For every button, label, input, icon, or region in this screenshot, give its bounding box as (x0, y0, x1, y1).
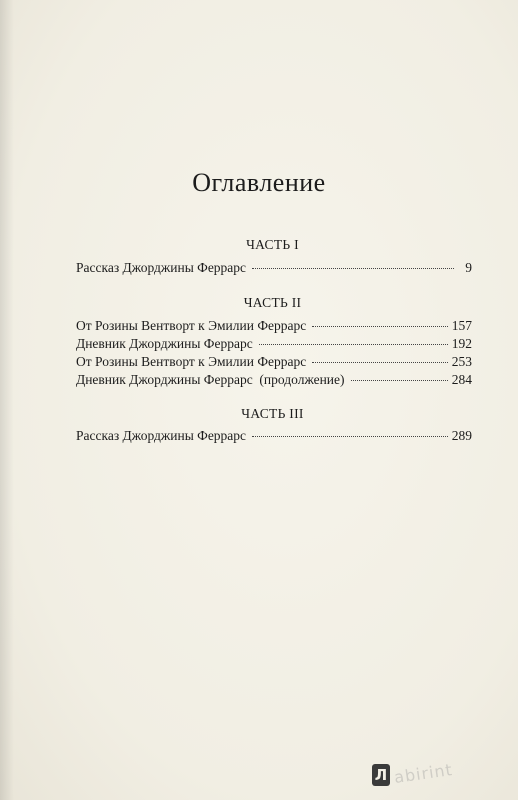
entry-page-number: 253 (451, 354, 472, 369)
dot-leader (351, 380, 448, 381)
toc-entry-part2-2 (76, 336, 472, 352)
part-3-heading: ЧАСТЬ III (241, 406, 304, 421)
entry-page-number: 289 (451, 428, 472, 443)
entry-label: Дневник Джорджины Феррарс (продолжение) (76, 372, 345, 387)
toc-title: Оглавление (192, 168, 326, 197)
dot-leader (312, 326, 448, 327)
entry-page-number: 157 (451, 318, 472, 333)
toc-entry-part1-1 (76, 260, 472, 276)
watermark: abirint (392, 759, 454, 788)
dot-leader (252, 268, 454, 269)
dot-leader (259, 344, 448, 345)
entry-label: Дневник Джорджины Феррарс (76, 336, 253, 351)
labirint-logo-icon: Л (372, 764, 390, 786)
part-2-heading: ЧАСТЬ II (243, 295, 302, 310)
entry-label: От Розины Вентворт к Эмилии Феррарс (76, 354, 307, 369)
entry-label: От Розины Вентворт к Эмилии Феррарс (76, 318, 307, 333)
entry-label: Рассказ Джорджины Феррарс (76, 260, 247, 275)
entry-page-number: 192 (451, 336, 472, 351)
toc-entry-part2-1 (76, 318, 472, 334)
part-1-heading: ЧАСТЬ I (246, 237, 299, 252)
page-fold-shadow (0, 0, 14, 800)
toc-entry-part3-1 (76, 428, 472, 444)
entry-label: Рассказ Джорджины Феррарс (76, 428, 247, 443)
dot-leader (312, 362, 448, 363)
dot-leader (252, 436, 448, 437)
toc-entry-part2-3 (76, 354, 472, 370)
entry-page-number: 9 (465, 260, 472, 275)
toc-entry-part2-4 (76, 372, 472, 388)
entry-page-number: 284 (451, 372, 472, 387)
